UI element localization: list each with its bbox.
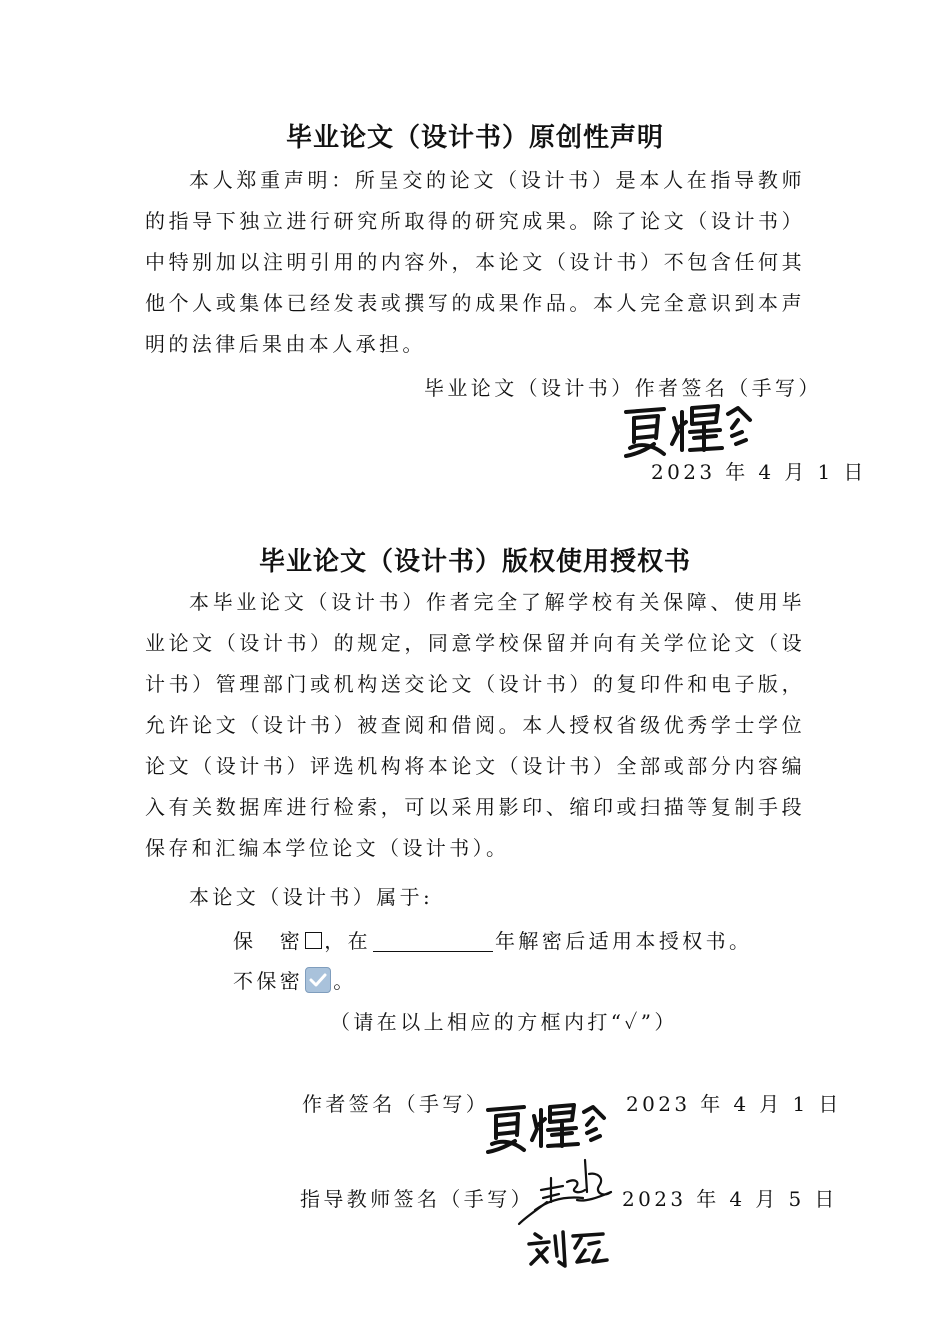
belongs-label: 本论文（设计书）属于: xyxy=(189,885,434,909)
option-secret-mid: ，在 xyxy=(324,929,372,953)
option-secret-suffix: 年解密后适用本授权书。 xyxy=(495,929,753,953)
secret-checkbox[interactable] xyxy=(305,932,322,949)
advisor-signature-label: 指导教师签名（手写） xyxy=(300,1187,534,1211)
option-public-label: 不保密 xyxy=(233,969,304,993)
author-signature-2 xyxy=(484,1098,614,1156)
advisor-date: 2023 年 4 月 5 日 xyxy=(622,1187,838,1211)
advisor-handwritten-signatures xyxy=(515,1152,620,1272)
option-secret-label: 保 密 xyxy=(233,929,304,953)
option-public-row xyxy=(233,965,357,994)
option-public-suffix: 。 xyxy=(333,969,357,993)
author-date: 2023 年 4 月 1 日 xyxy=(626,1092,842,1116)
declaration-date: 2023 年 4 月 1 日 xyxy=(651,460,867,484)
check-instruction: （请在以上相应的方框内打“✓”） xyxy=(330,1010,678,1034)
declaration-signature-label: 毕业论文（设计书）作者签名（手写） xyxy=(424,376,822,400)
declaration-title: 毕业论文（设计书）原创性声明 xyxy=(285,123,664,153)
authorization-body: 本毕业论文（设计书）作者完全了解学校有关保障、使用毕业论文（设计书）的规定，同意学校保留并向有关学位论文（设计书）管理部门或机构送交论文（设计书）的复印件和电子版，允许论文（设计书）被查阅和借阅。本人授权省级优秀学士学位论文（设计书）评选机构将本论文（设计书）全部或部分内容编入有关数据库进行检索，可以采用影印、缩印或扫描等复制手段保存和汇编本学位论文（设计书）。 xyxy=(145,590,805,860)
author-signature-label: 作者签名（手写） xyxy=(302,1092,490,1116)
check-icon xyxy=(306,968,330,992)
option-secret-row xyxy=(233,925,752,954)
authorization-title: 毕业论文（设计书）版权使用授权书 xyxy=(258,547,691,577)
author-handwritten-signature xyxy=(620,398,760,460)
decrypt-year-blank[interactable] xyxy=(373,931,493,952)
public-checkbox-checked[interactable] xyxy=(305,967,331,993)
declaration-body: 本人郑重声明：所呈交的论文（设计书）是本人在指导教师的指导下独立进行研究所取得的研究成果。除了论文（设计书）中特别加以注明引用的内容外，本论文（设计书）不包含任何其他个人或集体已经发表或撰写的成果作品。本人完全意识到本声明的法律后果由本人承担。 xyxy=(145,168,805,356)
